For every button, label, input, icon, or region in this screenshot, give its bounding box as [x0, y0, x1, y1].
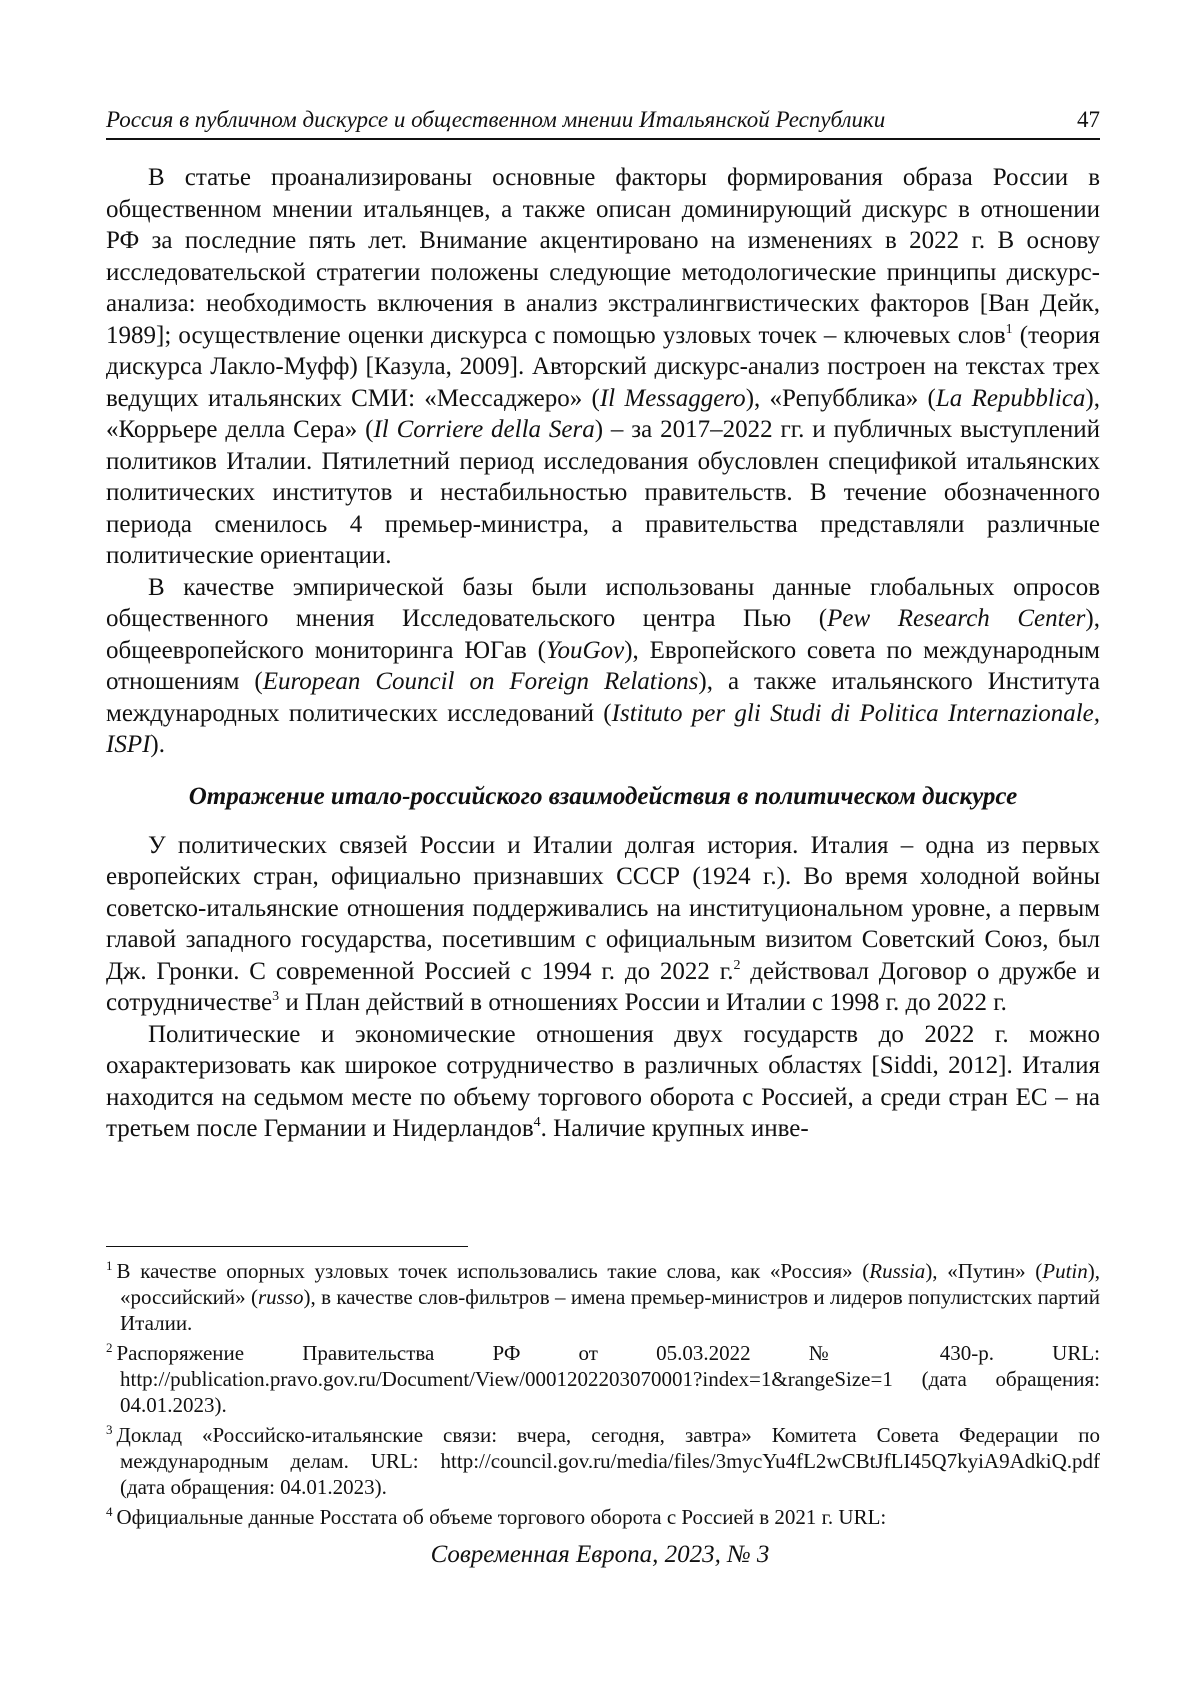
footnote-divider: [106, 1246, 468, 1247]
article-body: [106, 162, 1100, 1145]
footnote-ref-1[interactable]: 1: [1005, 321, 1013, 337]
journal-footer: Современная Европа, 2023, № 3: [430, 1541, 770, 1568]
footnote-4: $^4$ Официальные данные Росстата об объеме торгового оборота с Россией в 2021 г. URL:: [106, 1504, 887, 1529]
page-number: 47: [1077, 107, 1100, 132]
paragraph-2: В качестве эмпирической базы были использованы данные глобальных опросов общественного мнения Исследовательского центра Пью (Pew Research Center), общеевропейского мониторинга ЮГав (YouGov), Европейского совета по международным отношениям (European Council on Foreign Relations), а также итальянского Института международных политических исследований (Istituto per gli Studi di Politica Internazionale, ISPI).: [106, 573, 1101, 758]
paragraph-1: В статье проанализированы основные факторы формирования образа России в общественном мнении итальянцев, а также описан доминирующий дискурс в отношении РФ за последние пять лет. Внимание акцентировано на изменениях в 2022 г. В основу исследовательской стратегии положены следующие методологические принципы дискурс-анализа: необходимость включения в анализ экстралингвистических факторов [Ван Дейк, 1989]; осуществление оценки дискурса с помощью узловых точек – ключевых слов$^1$ (теория дискурса Лакло-Муфф) [Казула, 2009]. Авторский дискурс-анализ построен на текстах трех ведущих итальянских СМИ: «Мессаджеро» (Il Messaggero), «Репубблика» (La Repubblica), «Коррьере делла Сера» (Il Corriere della Sera) – за 2017–2022 гг. и публичных выступлений политиков Италии. Пятилетний период исследования обусловлен спецификой итальянских политических институтов и нестабильностью правительств. В течение обозначенного периода сменилось 4 премьер-министра, а правительства представляли различные политические ориентации.: [106, 164, 1101, 569]
paragraph-4: Политические и экономические отношения двух государств до 2022 г. можно охарактеризовать как широкое сотрудничество в различных областях [Siddi, 2012]. Италия находится на седьмом месте по объему торгового оборота с Россией, а среди стран ЕС – на третьем после Германии и Нидерландов$^4$. Наличие крупных инве-: [106, 1020, 1100, 1142]
footnote-ref-2[interactable]: 2: [733, 957, 741, 973]
footnotes: [106, 1258, 1100, 1534]
section-heading: Отражение итало-российского взаимодействия в политическом дискурсе: [188, 782, 1018, 810]
footnote-3: $^3$ Доклад «Российско-итальянские связи: вчера, сегодня, завтра» Комитета Совета Федерации по международным делам. URL: http://council.gov.ru/media/files/3mycYu4fL2wCBtJfLI45Q7kyiA9AdkiQ.pdf (дата обращения: 04.01.2023).: [106, 1422, 1100, 1499]
running-header: [106, 106, 1100, 140]
footnote-1: $^1$ В качестве опорных узловых точек использовались такие слова, как «Россия» (Russia), «Путин» (Putin), «российский» (russo), в качестве слов-фильтров – имена премьер-министров и лидеров популистских партий Италии.: [106, 1258, 1101, 1335]
footnote-ref-3[interactable]: 3: [272, 989, 280, 1004]
footnote-2: $^2$ Распоряжение Правительства РФ от 05.03.2022 № 430-р. URL: http://publication.pravo.gov.ru/Document/View/0001202203070001?index=1&rangeSize=1 (дата обращения: 04.01.2023).: [106, 1340, 1100, 1417]
footnote-ref-4[interactable]: 4: [533, 1115, 541, 1130]
running-title: Россия в публичном дискурсе и общественном мнении Итальянской Республики: [106, 107, 886, 132]
paragraph-3: У политических связей России и Италии долгая история. Италия – одна из первых европейских стран, официально признавших СССР (1924 г.). Во время холодной войны советско-итальянские отношения поддерживались на институциональном уровне, а первым главой западного государства, посетившим с официальным визитом Советский Союз, был Дж. Гронки. С современной Россией с 1994 г. до 2022 г.$^2$ действовал Договор о дружбе и сотрудничестве$^3$ и План действий в отношениях России и Италии с 1998 г. до 2022 г.: [106, 831, 1100, 1016]
